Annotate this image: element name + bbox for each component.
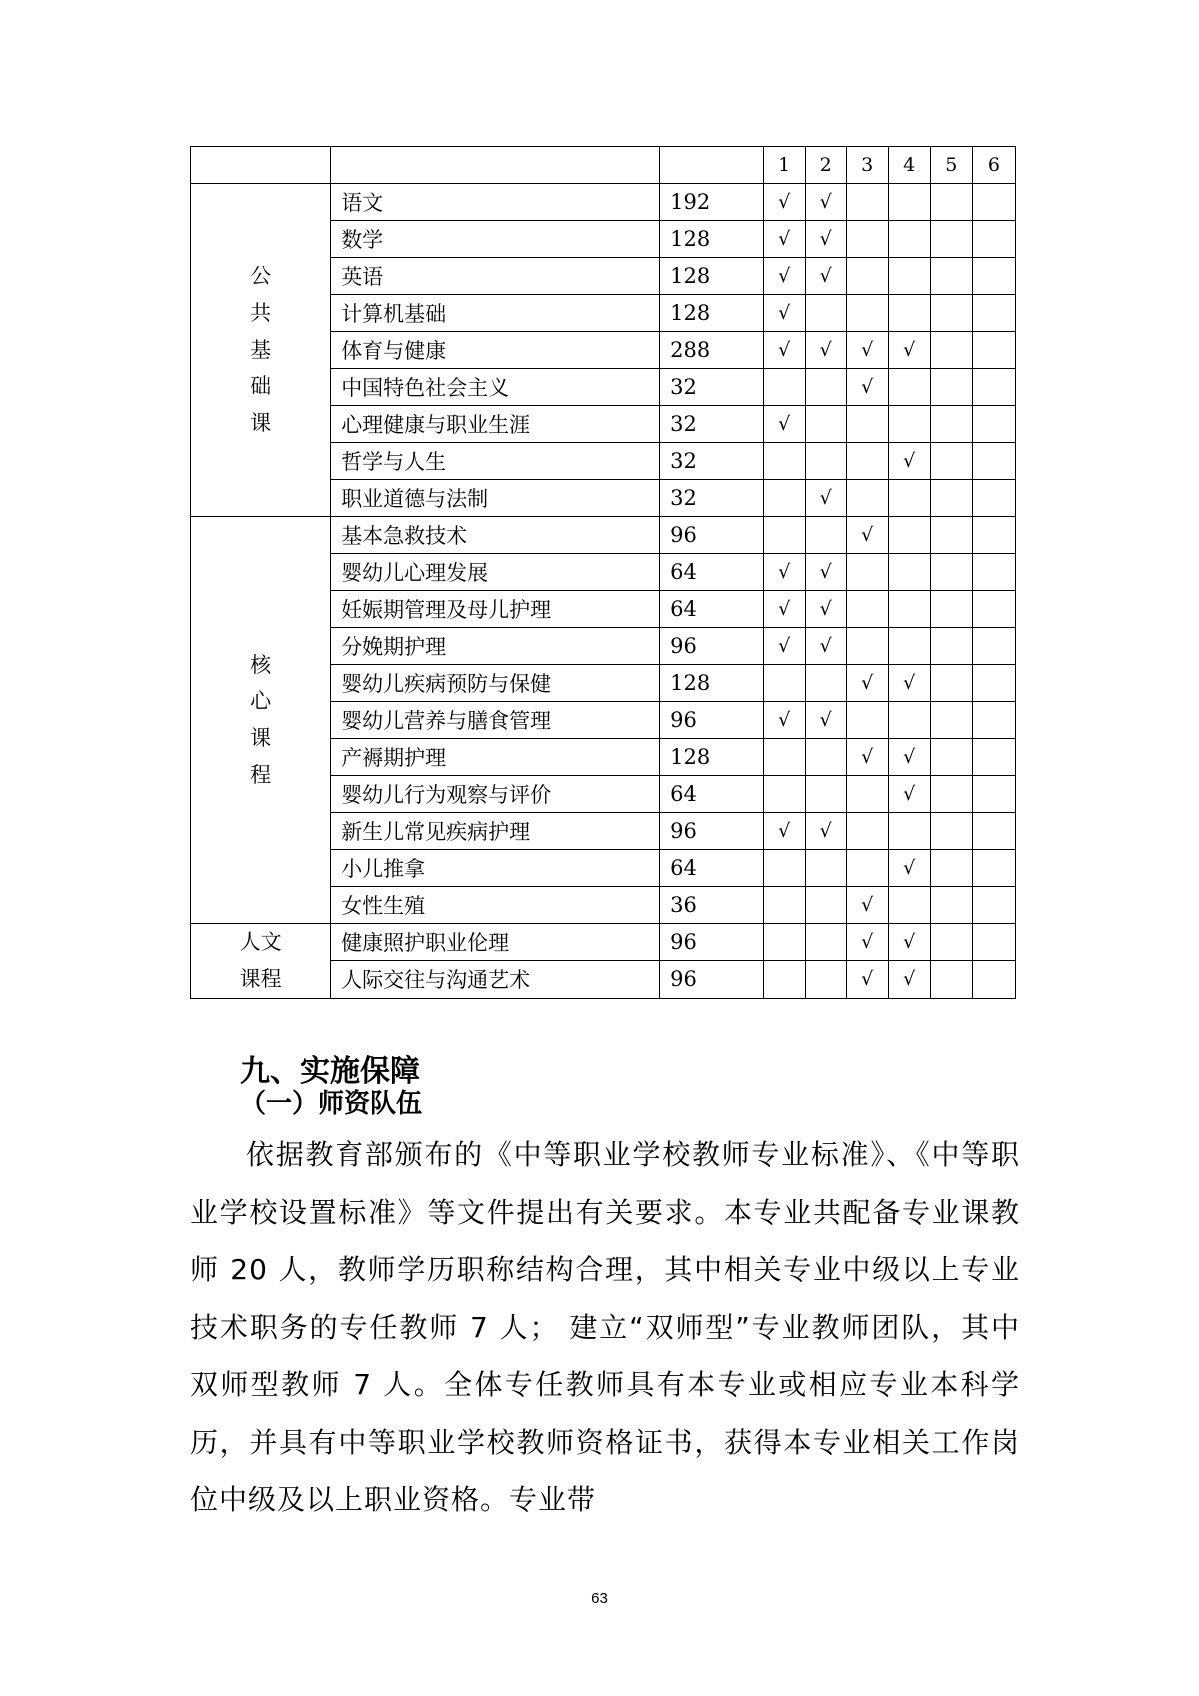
course-name: 职业道德与法制 (331, 480, 660, 517)
semester-cell (805, 665, 846, 702)
semester-cell (930, 739, 972, 776)
semester-cell (888, 295, 930, 332)
semester-cell (972, 480, 1015, 517)
course-hours: 32 (660, 369, 764, 406)
course-hours: 64 (660, 591, 764, 628)
semester-cell (846, 184, 888, 221)
semester-cell (846, 813, 888, 850)
course-hours: 128 (660, 295, 764, 332)
semester-cell (930, 332, 972, 369)
course-hours: 96 (660, 813, 764, 850)
semester-cell (930, 776, 972, 813)
semester-cell (888, 628, 930, 665)
group-label-cell (191, 184, 331, 517)
course-hours: 128 (660, 739, 764, 776)
semester-cell (930, 184, 972, 221)
semester-cell (846, 702, 888, 739)
semester-cell (763, 924, 805, 961)
semester-header: 6 (972, 147, 1015, 184)
semester-cell (930, 554, 972, 591)
group-label-char: 人文 (239, 930, 282, 954)
semester-cell (930, 887, 972, 924)
check-mark: √ (888, 443, 930, 480)
group-label-char: 础 (250, 374, 272, 399)
semester-cell (930, 369, 972, 406)
check-mark: √ (763, 406, 805, 443)
header-row (191, 147, 1016, 184)
semester-cell (972, 924, 1015, 961)
semester-cell (972, 554, 1015, 591)
course-hours: 96 (660, 924, 764, 961)
semester-cell (930, 850, 972, 887)
semester-cell (763, 480, 805, 517)
semester-cell (846, 406, 888, 443)
semester-cell (805, 776, 846, 813)
semester-cell (846, 443, 888, 480)
course-name: 计算机基础 (331, 295, 660, 332)
semester-cell (763, 887, 805, 924)
check-mark: √ (846, 517, 888, 554)
check-mark: √ (763, 295, 805, 332)
check-mark: √ (805, 628, 846, 665)
check-mark: √ (888, 739, 930, 776)
semester-cell (930, 665, 972, 702)
semester-cell (846, 221, 888, 258)
semester-cell (805, 369, 846, 406)
semester-cell (846, 628, 888, 665)
course-name: 女性生殖 (331, 887, 660, 924)
semester-cell (972, 517, 1015, 554)
group-label-char: 公 (250, 264, 272, 289)
check-mark: √ (846, 887, 888, 924)
check-mark: √ (805, 332, 846, 369)
semester-cell (888, 702, 930, 739)
semester-cell (888, 813, 930, 850)
group-label-char: 课 (250, 726, 272, 750)
semester-cell (888, 184, 930, 221)
course-name: 新生儿常见疾病护理 (331, 813, 660, 850)
course-hours: 64 (660, 554, 764, 591)
semester-cell (805, 887, 846, 924)
semester-header: 1 (763, 147, 805, 184)
semester-cell (763, 443, 805, 480)
semester-cell (972, 961, 1015, 998)
semester-cell (763, 961, 805, 998)
semester-cell (805, 406, 846, 443)
course-hours: 96 (660, 517, 764, 554)
course-name: 小儿推拿 (331, 850, 660, 887)
table-row (191, 517, 1016, 554)
course-name: 健康照护职业伦理 (331, 924, 660, 961)
course-hours: 32 (660, 406, 764, 443)
course-name: 中国特色社会主义 (331, 369, 660, 406)
semester-cell (930, 480, 972, 517)
semester-cell (805, 517, 846, 554)
semester-header: 5 (930, 147, 972, 184)
check-mark: √ (805, 702, 846, 739)
course-name: 产褥期护理 (331, 739, 660, 776)
course-name: 人际交往与沟通艺术 (331, 961, 660, 998)
course-name: 心理健康与职业生涯 (331, 406, 660, 443)
course-hours: 64 (660, 850, 764, 887)
group-label-char: 核 (250, 652, 272, 677)
sub-heading: （一）师资队伍 (240, 1089, 423, 1119)
semester-cell (846, 480, 888, 517)
check-mark: √ (846, 665, 888, 702)
course-hours: 32 (660, 480, 764, 517)
check-mark: √ (805, 221, 846, 258)
course-schedule-table (190, 146, 1016, 999)
semester-cell (805, 443, 846, 480)
semester-cell (972, 295, 1015, 332)
semester-cell (972, 443, 1015, 480)
semester-cell (805, 961, 846, 998)
course-name: 基本急救技术 (331, 517, 660, 554)
course-name: 婴幼儿营养与膳食管理 (331, 702, 660, 739)
semester-cell (846, 591, 888, 628)
course-hours: 128 (660, 665, 764, 702)
course-hours: 128 (660, 221, 764, 258)
check-mark: √ (805, 184, 846, 221)
check-mark: √ (763, 813, 805, 850)
group-label-char: 课 (250, 411, 272, 436)
semester-cell (846, 850, 888, 887)
check-mark: √ (846, 924, 888, 961)
semester-cell (846, 295, 888, 332)
semester-cell (930, 813, 972, 850)
check-mark: √ (763, 591, 805, 628)
semester-cell (930, 443, 972, 480)
semester-cell (805, 850, 846, 887)
group-label-cell (191, 924, 331, 999)
table-body (191, 147, 1016, 999)
course-hours: 96 (660, 961, 764, 998)
course-name: 婴幼儿疾病预防与保健 (331, 665, 660, 702)
course-hours: 192 (660, 184, 764, 221)
check-mark: √ (763, 702, 805, 739)
semester-cell (930, 924, 972, 961)
semester-cell (805, 295, 846, 332)
course-hours: 36 (660, 887, 764, 924)
check-mark: √ (888, 776, 930, 813)
semester-cell (972, 221, 1015, 258)
table-row (191, 924, 1016, 961)
section-heading: 九、实施保障 (240, 1054, 420, 1089)
course-hours: 96 (660, 628, 764, 665)
semester-cell (763, 850, 805, 887)
semester-header: 3 (846, 147, 888, 184)
semester-cell (805, 739, 846, 776)
semester-cell (972, 258, 1015, 295)
semester-cell (888, 554, 930, 591)
check-mark: √ (763, 554, 805, 591)
semester-cell (972, 184, 1015, 221)
check-mark: √ (763, 332, 805, 369)
course-name: 妊娠期管理及母儿护理 (331, 591, 660, 628)
semester-cell (972, 628, 1015, 665)
semester-cell (972, 776, 1015, 813)
semester-cell (930, 258, 972, 295)
semester-cell (972, 739, 1015, 776)
semester-cell (888, 480, 930, 517)
header-course-cell (331, 147, 660, 184)
semester-cell (763, 369, 805, 406)
check-mark: √ (763, 628, 805, 665)
semester-cell (763, 517, 805, 554)
check-mark: √ (805, 591, 846, 628)
semester-cell (930, 591, 972, 628)
course-name: 婴幼儿行为观察与评价 (331, 776, 660, 813)
course-name: 体育与健康 (331, 332, 660, 369)
semester-header: 4 (888, 147, 930, 184)
semester-cell (888, 369, 930, 406)
semester-header: 2 (805, 147, 846, 184)
check-mark: √ (763, 258, 805, 295)
semester-cell (763, 776, 805, 813)
course-hours: 32 (660, 443, 764, 480)
semester-cell (930, 221, 972, 258)
semester-cell (846, 554, 888, 591)
check-mark: √ (805, 554, 846, 591)
course-hours: 128 (660, 258, 764, 295)
group-label-cell (191, 517, 331, 924)
check-mark: √ (763, 221, 805, 258)
semester-cell (972, 591, 1015, 628)
course-name: 语文 (331, 184, 660, 221)
course-name: 哲学与人生 (331, 443, 660, 480)
check-mark: √ (846, 332, 888, 369)
semester-cell (763, 739, 805, 776)
course-name: 婴幼儿心理发展 (331, 554, 660, 591)
page-number: 63 (591, 1590, 608, 1607)
course-name: 数学 (331, 221, 660, 258)
header-hours-cell (660, 147, 764, 184)
semester-cell (972, 850, 1015, 887)
course-hours: 288 (660, 332, 764, 369)
semester-cell (805, 924, 846, 961)
group-label-char: 基 (250, 337, 272, 362)
semester-cell (972, 887, 1015, 924)
check-mark: √ (846, 739, 888, 776)
check-mark: √ (763, 184, 805, 221)
semester-cell (846, 258, 888, 295)
group-label-char: 程 (250, 762, 272, 787)
semester-cell (972, 406, 1015, 443)
semester-cell (930, 702, 972, 739)
semester-cell (888, 406, 930, 443)
group-label-char: 心 (250, 689, 272, 714)
check-mark: √ (888, 332, 930, 369)
check-mark: √ (888, 961, 930, 998)
semester-cell (888, 517, 930, 554)
course-hours: 64 (660, 776, 764, 813)
semester-cell (930, 295, 972, 332)
semester-cell (972, 702, 1015, 739)
semester-cell (972, 332, 1015, 369)
semester-cell (888, 887, 930, 924)
semester-cell (972, 665, 1015, 702)
header-group-cell (191, 147, 331, 184)
semester-cell (930, 961, 972, 998)
semester-cell (930, 517, 972, 554)
semester-cell (888, 221, 930, 258)
check-mark: √ (805, 813, 846, 850)
semester-cell (972, 369, 1015, 406)
semester-cell (763, 665, 805, 702)
check-mark: √ (846, 369, 888, 406)
course-name: 英语 (331, 258, 660, 295)
semester-cell (846, 776, 888, 813)
table-row (191, 184, 1016, 221)
semester-cell (930, 628, 972, 665)
group-label-char: 课程 (239, 966, 282, 991)
course-name: 分娩期护理 (331, 628, 660, 665)
semester-cell (888, 258, 930, 295)
group-label-char: 共 (250, 300, 272, 325)
check-mark: √ (888, 924, 930, 961)
semester-cell (888, 591, 930, 628)
semester-cell (930, 406, 972, 443)
semester-cell (972, 813, 1015, 850)
check-mark: √ (888, 850, 930, 887)
check-mark: √ (805, 480, 846, 517)
check-mark: √ (846, 961, 888, 998)
course-hours: 96 (660, 702, 764, 739)
check-mark: √ (805, 258, 846, 295)
body-paragraph: 依据教育部颁布的《中等职业学校教师专业标准》、《中等职业学校设置标准》等文件提出有关要求。本专业共配备专业课教师 20 人，教师学历职称结构合理，其中相关专业中级以上专业技术职务的专任教师 7 人； 建立“双师型”专业教师团队，其中双师型教师 7 人。全体专任教师具有本专业或相应专业本科学历，并具有中等职业学校教师资格证书，获得本专业相关工作岗位中级及以上职业资格。专业带 (190, 1138, 1020, 1516)
check-mark: √ (888, 665, 930, 702)
